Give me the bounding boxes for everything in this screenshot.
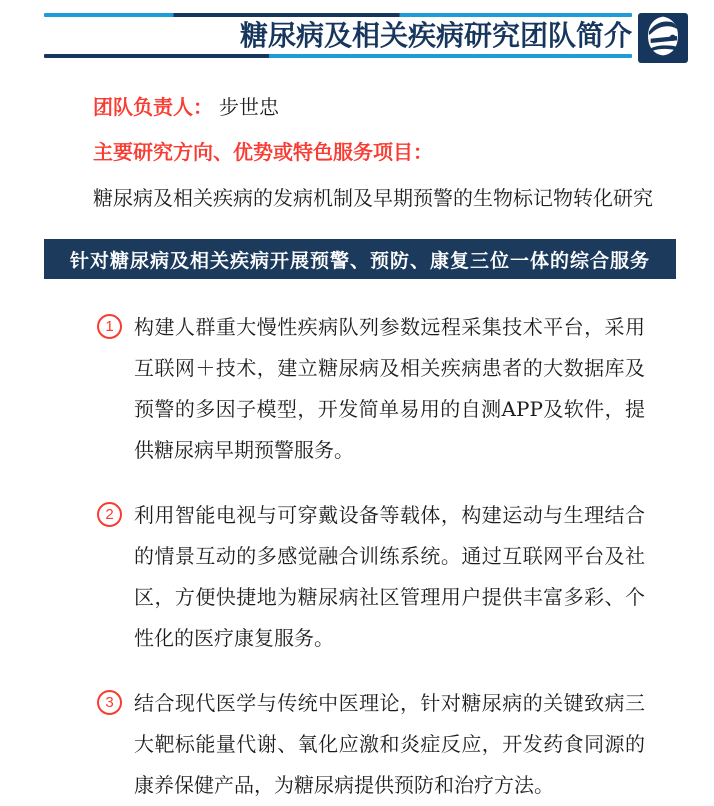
circled-number-3: 3 xyxy=(97,690,122,715)
research-direction-label: 主要研究方向、优势或特色服务项目： xyxy=(93,142,433,164)
services-banner xyxy=(44,239,676,279)
institution-logo xyxy=(638,13,688,63)
research-direction-heading xyxy=(93,139,654,169)
page-header xyxy=(44,13,688,63)
list-item xyxy=(97,683,645,806)
team-leader-name: 步世忠 xyxy=(219,95,279,119)
circled-number-2: 2 xyxy=(97,502,122,527)
circled-number-1: 1 xyxy=(97,314,122,339)
list-item xyxy=(97,495,645,659)
team-leader-line xyxy=(93,93,654,124)
services-list xyxy=(97,307,645,806)
team-leader-label: 团队负责人： xyxy=(93,97,213,119)
services-banner-text: 针对糖尿病及相关疾病开展预警、预防、康复三位一体的综合服务 xyxy=(69,250,650,272)
page-title: 糖尿病及相关疾病研究团队简介 xyxy=(239,19,632,51)
header-title-block xyxy=(44,13,632,63)
service-text-3: 结合现代医学与传统中医理论，针对糖尿病的关键致病三大靶标能量代谢、氧化应激和炎症反应，开发药食同源的康养保健产品，为糖尿病提供预防和治疗方法。 xyxy=(134,691,645,797)
research-direction-text-line xyxy=(93,184,654,215)
sailboat-logo-icon xyxy=(641,14,685,63)
list-item xyxy=(97,307,645,471)
research-direction-text: 糖尿病及相关疾病的发病机制及早期预警的生物标记物转化研究 xyxy=(93,186,653,210)
intro-section xyxy=(93,93,654,215)
service-text-2: 利用智能电视与可穿戴设备等载体，构建运动与生理结合的情景互动的多感觉融合训练系统。通过互联网平台及社区，方便快捷地为糖尿病社区管理用户提供丰富多彩、个性化的医疗康复服务。 xyxy=(134,503,645,650)
service-text-1: 构建人群重大慢性疾病队列参数远程采集技术平台，采用互联网＋技术，建立糖尿病及相关疾病患者的大数据库及预警的多因子模型，开发简单易用的自测APP及软件，提供糖尿病早期预警服务。 xyxy=(134,315,645,462)
header-bottom-rule xyxy=(44,54,632,58)
title-row xyxy=(44,17,632,54)
